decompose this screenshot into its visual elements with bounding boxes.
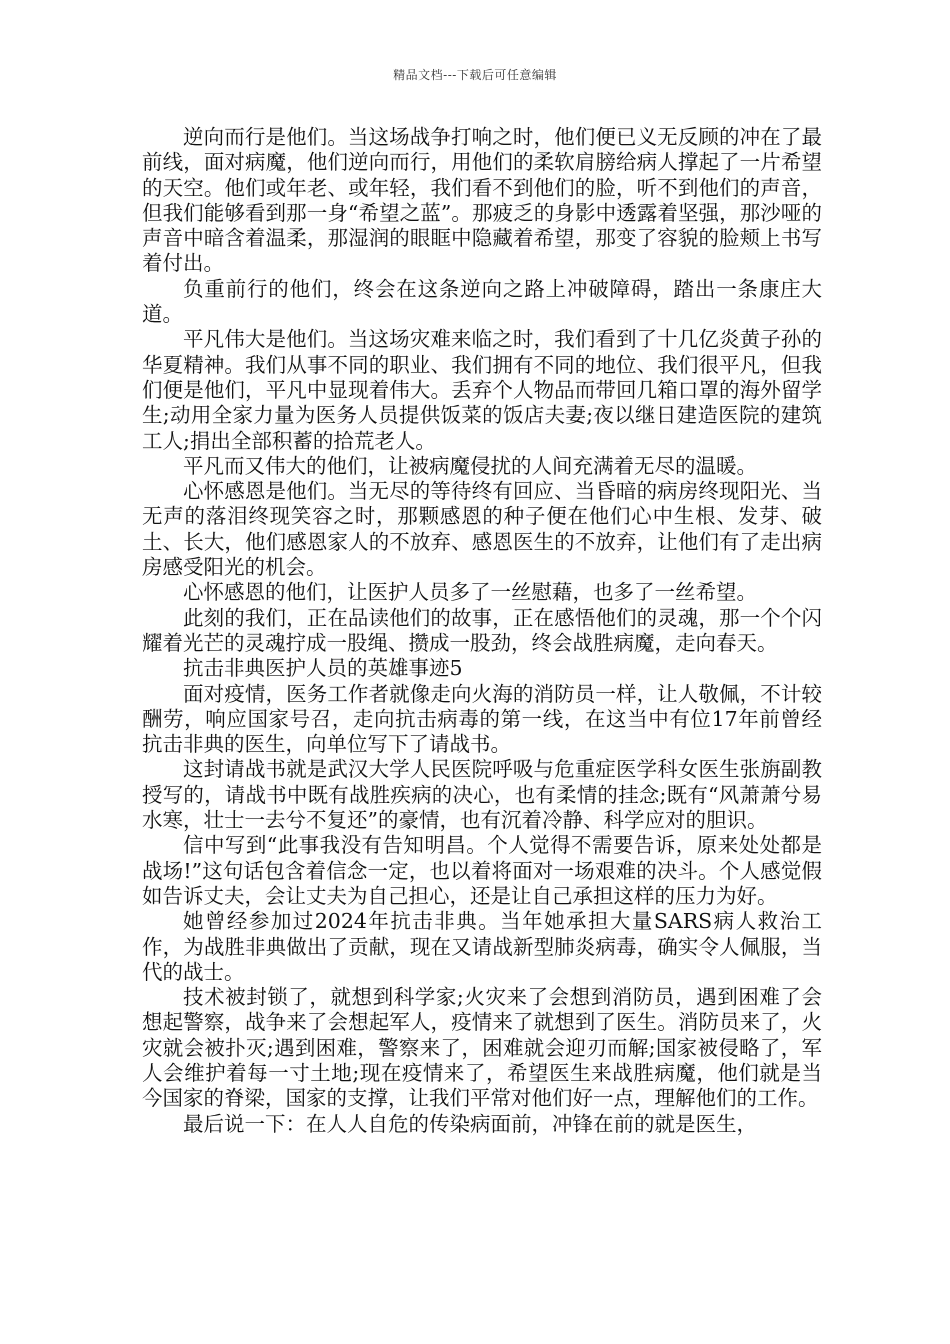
page-header: 精品文档---下载后可任意编辑 bbox=[393, 68, 557, 82]
paragraph: 面对疫情，医务工作者就像走向火海的消防员一样，让人敬佩，不计较酬劳，响应国家号召，走向抗击病毒的第一线，在这当中有位17年前曾经抗击非典的医生，向单位写下了请战书。 bbox=[142, 681, 822, 757]
paragraph: 她曾经参加过2024年抗击非典。当年她承担大量SARS病人救治工作，为战胜非典做出了贡献，现在又请战新型肺炎病毒，确实令人佩服，当代的战士。 bbox=[142, 909, 822, 984]
article-body bbox=[142, 125, 822, 1137]
paragraph: 平凡伟大是他们。当这场灾难来临之时，我们看到了十几亿炎黄子孙的华夏精神。我们从事不同的职业、我们拥有不同的地位、我们很平凡，但我们便是他们，平凡中显现着伟大。丢弃个人物品而带回几箱口罩的海外留学生;动用全家力量为医务人员提供饭菜的饭店夫妻;夜以继日建造医院的建筑工人;捐出全部积蓄的拾荒老人。 bbox=[142, 327, 822, 453]
paragraph: 心怀感恩的他们，让医护人员多了一丝慰藉，也多了一丝希望。 bbox=[183, 580, 757, 605]
paragraph: 这封请战书就是武汉大学人民医院呼吸与危重症医学科女医生张旃副教授写的，请战书中既有战胜疾病的决心，也有柔情的挂念;既有“风萧萧兮易水寒，壮士一去兮不复还”的豪情，也有沉着冷静、科学应对的胆识。 bbox=[142, 757, 822, 833]
paragraph: 此刻的我们，正在品读他们的故事，正在感悟他们的灵魂，那一个个闪耀着光芒的灵魂拧成一股绳、攒成一股劲，终会战胜病魔，走向春天。 bbox=[142, 605, 822, 655]
paragraph: 最后说一下：在人人自危的传染病面前，冲锋在前的就是医生， bbox=[183, 1111, 757, 1136]
paragraph: 技术被封锁了，就想到科学家;火灾来了会想到消防员，遇到困难了会想起警察，战争来了会想起军人，疫情来了就想到了医生。消防员来了，火灾就会被扑灭;遇到困难，警察来了，困难就会迎刃而解;国家被侵略了，军人会维护着每一寸土地;现在疫情来了，希望医生来战胜病魔，他们就是当今国家的脊梁，国家的支撑，让我们平常对他们好一点，理解他们的工作。 bbox=[142, 985, 822, 1111]
paragraph: 负重前行的他们，终会在这条逆向之路上冲破障碍，踏出一条康庄大道。 bbox=[142, 276, 822, 327]
paragraph: 逆向而行是他们。当这场战争打响之时，他们便已义无反顾的冲在了最前线，面对病魔，他们逆向而行，用他们的柔软肩膀给病人撑起了一片希望的天空。他们或年老、或年轻，我们看不到他们的脸，听不到他们的声音，但我们能够看到那一身“希望之蓝”。那疲乏的身影中透露着坚强，那沙哑的声音中暗含着温柔，那湿润的眼眶中隐藏着希望，那变了容貌的脸颊上书写着付出。 bbox=[142, 125, 822, 276]
paragraph: 心怀感恩是他们。当无尽的等待终有回应、当昏暗的病房终现阳光、当无声的落泪终现笑容之时，那颗感恩的种子便在他们心中生根、发芽、破土、长大，他们感恩家人的不放弃、感恩医生的不放弃，让他们有了走出病房感受阳光的机会。 bbox=[142, 479, 822, 580]
section-heading: 抗击非典医护人员的英雄事迹5 bbox=[183, 656, 463, 681]
paragraph: 信中写到“此事我没有告知明昌。个人觉得不需要告诉，原来处处都是战场!”这句话包含着信念一定，也以着将面对一场艰难的决斗。个人感觉假如告诉丈夫，会让丈夫为自己担心，还是让自己承担这样的压力为好。 bbox=[142, 833, 822, 908]
paragraph: 平凡而又伟大的他们，让被病魔侵扰的人间充满着无尽的温暖。 bbox=[183, 453, 757, 478]
